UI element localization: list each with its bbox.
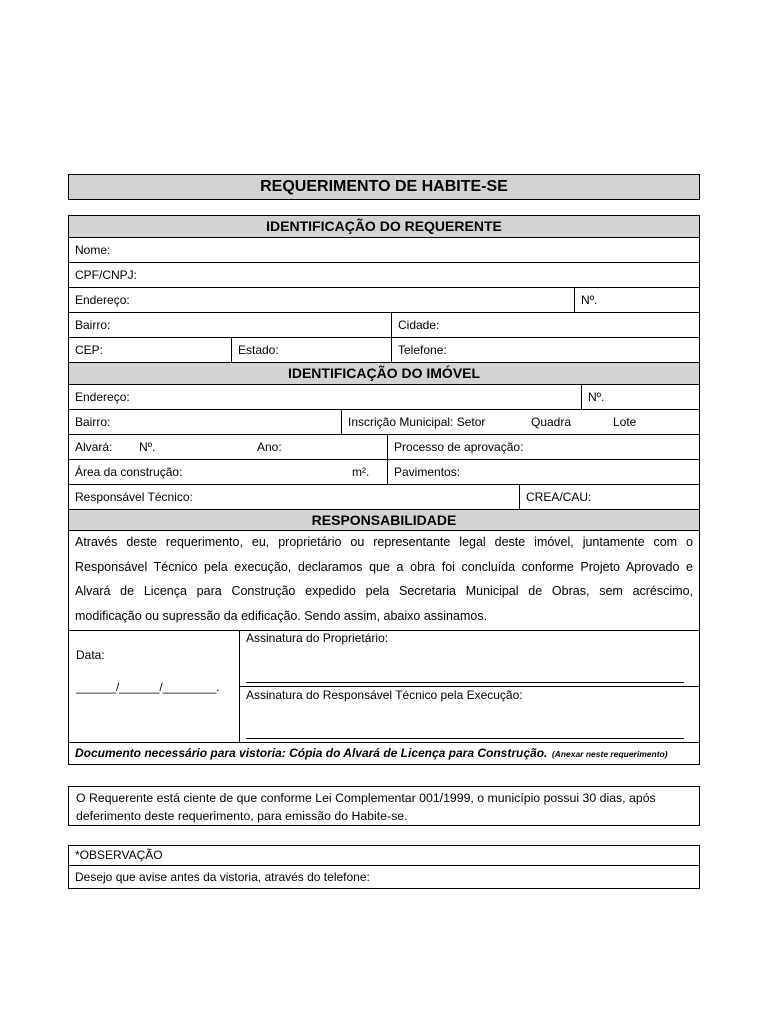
imovel-bairro-label: Bairro: <box>75 415 111 429</box>
declaracao-line: modificação ou supressão da edificação. Sendo assim, abaixo assinamos. <box>75 608 488 623</box>
processo-field[interactable] <box>388 435 699 459</box>
assinatura-proprietario-line[interactable] <box>246 682 684 683</box>
declaracao-line: Através deste requerimento, eu, proprietário ou representante legal deste imóvel, juntamente com o <box>75 535 693 549</box>
requerente-header <box>69 216 699 237</box>
quadra-label: Quadra <box>531 415 572 429</box>
observacao-telefone-field[interactable] <box>69 866 699 888</box>
lote-label: Lote <box>613 415 637 429</box>
endereco-label: Endereço: <box>75 293 130 307</box>
aviso-line-2: deferimento deste requerimento, para emissão do Habite-se. <box>76 809 408 823</box>
crea-field[interactable] <box>520 485 699 509</box>
requerente-heading: IDENTIFICAÇÃO DO REQUERENTE <box>266 218 502 234</box>
imovel-numero-label: Nº. <box>588 390 605 404</box>
aviso-line-1: O Requerente está ciente de que conforme Lei Complementar 001/1999, o município possui 30 dias, após <box>76 791 656 805</box>
aviso-box <box>68 786 700 826</box>
cep-label: CEP: <box>75 343 104 357</box>
imovel-header <box>69 363 699 384</box>
inscricao-field[interactable] <box>342 410 699 434</box>
responsavel-tecnico-field[interactable] <box>69 485 519 509</box>
documento-annex: (Anexar neste requerimento) <box>551 749 668 759</box>
telefone-field[interactable] <box>392 338 699 362</box>
ano-label: Ano: <box>257 440 282 454</box>
observacao-text: Desejo que avise antes da vistoria, através do telefone: <box>75 870 370 884</box>
declaracao-paragraph <box>75 530 693 628</box>
responsabilidade-header <box>69 510 699 530</box>
data-label: Data: <box>76 648 105 662</box>
cpf-label: CPF/CNPJ: <box>75 268 138 282</box>
assinatura-proprietario-label: Assinatura do Proprietário: <box>246 631 389 645</box>
endereco-field[interactable] <box>69 288 574 312</box>
endereco-numero-label: Nº. <box>581 293 598 307</box>
area-label: Área da construção: <box>75 465 183 479</box>
cidade-field[interactable] <box>392 313 699 337</box>
observacao-heading-text: *OBSERVAÇÃO <box>75 848 163 862</box>
documento-text: Documento necessário para vistoria: Cópia do Alvará de Licença para Construção. <box>75 746 548 760</box>
assinatura-responsavel-label: Assinatura do Responsável Técnico pela Execução: <box>246 688 523 702</box>
imovel-endereco-field[interactable] <box>69 385 581 409</box>
telefone-label: Telefone: <box>398 343 447 357</box>
cep-field[interactable] <box>69 338 231 362</box>
imovel-endereco-label: Endereço: <box>75 390 130 404</box>
bairro-label: Bairro: <box>75 318 111 332</box>
estado-field[interactable] <box>232 338 391 362</box>
processo-label: Processo de aprovação: <box>394 440 524 454</box>
observacao-heading <box>69 846 699 865</box>
observacao-box <box>68 845 700 889</box>
estado-label: Estado: <box>238 343 279 357</box>
data-blank-field[interactable]: ______/______/________. <box>76 680 220 694</box>
alvara-field[interactable] <box>69 435 387 459</box>
endereco-numero-field[interactable] <box>575 288 699 312</box>
assinatura-responsavel-line[interactable] <box>246 738 684 739</box>
main-form-block <box>68 215 700 765</box>
form-title <box>68 174 700 200</box>
area-field[interactable] <box>69 460 387 484</box>
cpf-field[interactable] <box>69 263 699 287</box>
declaracao-line: Responsável Técnico pela execução, declaramos que a obra foi concluída conforme Projeto Aprovado e <box>75 559 693 574</box>
bairro-field[interactable] <box>69 313 391 337</box>
alvara-numero-label: Nº. <box>139 440 156 454</box>
declaracao-line: Alvará de Licença para Construção expedido pela Secretaria Municipal de Obras, sem acréscimo, <box>75 584 693 598</box>
imovel-bairro-field[interactable] <box>69 410 341 434</box>
pavimentos-label: Pavimentos: <box>394 465 461 479</box>
documento-note <box>75 743 697 764</box>
cidade-label: Cidade: <box>398 318 440 332</box>
form-title-text: REQUERIMENTO DE HABITE-SE <box>260 178 508 195</box>
responsavel-tecnico-label: Responsável Técnico: <box>75 490 193 504</box>
crea-label: CREA/CAU: <box>526 490 592 504</box>
nome-label: Nome: <box>75 243 111 257</box>
imovel-numero-field[interactable] <box>582 385 699 409</box>
responsabilidade-heading: RESPONSABILIDADE <box>311 512 457 528</box>
imovel-heading: IDENTIFICAÇÃO DO IMÓVEL <box>287 365 481 381</box>
alvara-label: Alvará: <box>75 440 113 454</box>
inscricao-label: Inscrição Municipal: Setor <box>348 415 486 429</box>
nome-field[interactable] <box>69 238 699 262</box>
pavimentos-field[interactable] <box>388 460 699 484</box>
m2-label: m². <box>352 465 370 479</box>
